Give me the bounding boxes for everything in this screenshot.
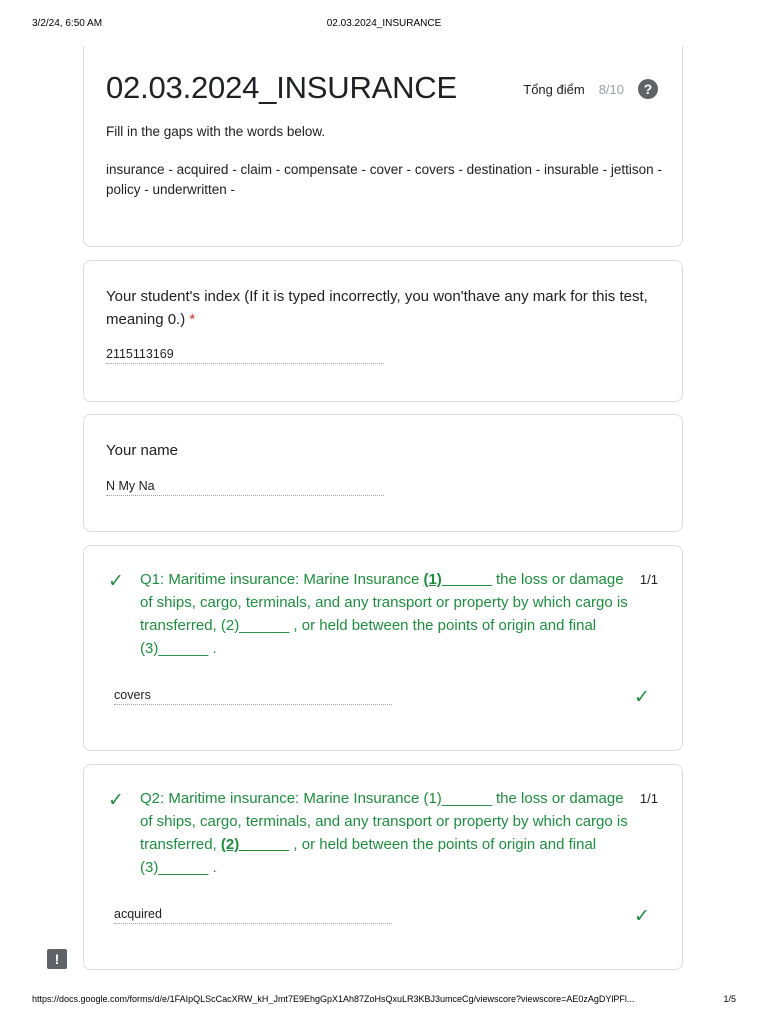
question-points: 1/1: [639, 791, 658, 806]
form-title: 02.03.2024_INSURANCE: [106, 70, 457, 105]
form-header-card: [83, 46, 683, 247]
question-suffix: , or held between the points of origin and final (3)______ .: [140, 836, 597, 876]
check-icon: ✓: [108, 571, 124, 592]
question-blank: (2)______: [220, 836, 290, 853]
graded-question-card-q1: [83, 545, 683, 751]
print-title: 02.03.2024_INSURANCE: [326, 18, 442, 29]
question-text: [140, 787, 632, 879]
form-description: Fill in the gaps with the words below.: [106, 124, 326, 139]
question-prefix: Q2: Maritime insurance: Marine Insurance (1)______ the loss or damage of ships, cargo, terminals, and any transport or property by which cargo is transferred,: [140, 790, 628, 853]
question-label: [106, 285, 662, 331]
question-card-student-index: [83, 260, 683, 402]
feedback-icon[interactable]: !: [47, 949, 67, 969]
student-index-answer: 2115113169: [106, 347, 384, 364]
print-url: https://docs.google.com/forms/d/e/1FAIpQLScCacXRW_kH_Jmt7E9EhgGpX1Ah87ZoHsQxuLR3KBJ3umceCg/viewscore?viewscore=AE0zAgDYlPFl...: [32, 994, 635, 1004]
q1-answer: covers: [114, 688, 392, 705]
score-value: 8/10: [598, 81, 624, 97]
name-answer: N My Na: [106, 479, 384, 496]
word-list: insurance - acquired - claim - compensate - cover - covers - destination - insurable - jettison - policy - underwritten -: [106, 162, 662, 197]
question-suffix: the loss or damage of ships, cargo, terminals, and any transport or property by which cargo is transferred, (2)______ , or held between the points of origin and final (3)______ .: [140, 571, 628, 657]
help-icon[interactable]: ?: [638, 79, 658, 99]
question-points: 1/1: [639, 572, 658, 587]
question-blank: (1)______: [423, 571, 492, 588]
check-icon: ✓: [634, 906, 650, 927]
question-card-name: [83, 414, 683, 532]
print-date: 3/2/24, 6:50 AM: [32, 18, 103, 29]
score-label: Tổng điểm: [523, 81, 585, 97]
question-prefix: Q1: Maritime insurance: Marine Insurance: [140, 571, 424, 588]
check-icon: ✓: [634, 687, 650, 708]
q2-answer: acquired: [114, 907, 392, 924]
total-score: [523, 79, 658, 99]
print-page-number: 1/5: [723, 994, 736, 1004]
graded-question-card-q2: [83, 764, 683, 970]
check-icon: ✓: [108, 790, 124, 811]
required-mark: *: [189, 311, 196, 328]
question-label: Your name: [106, 442, 178, 459]
question-text: Your student's index (If it is typed incorrectly, you won'thave any mark for this test, meaning 0.): [106, 288, 648, 328]
question-text: [140, 568, 632, 660]
